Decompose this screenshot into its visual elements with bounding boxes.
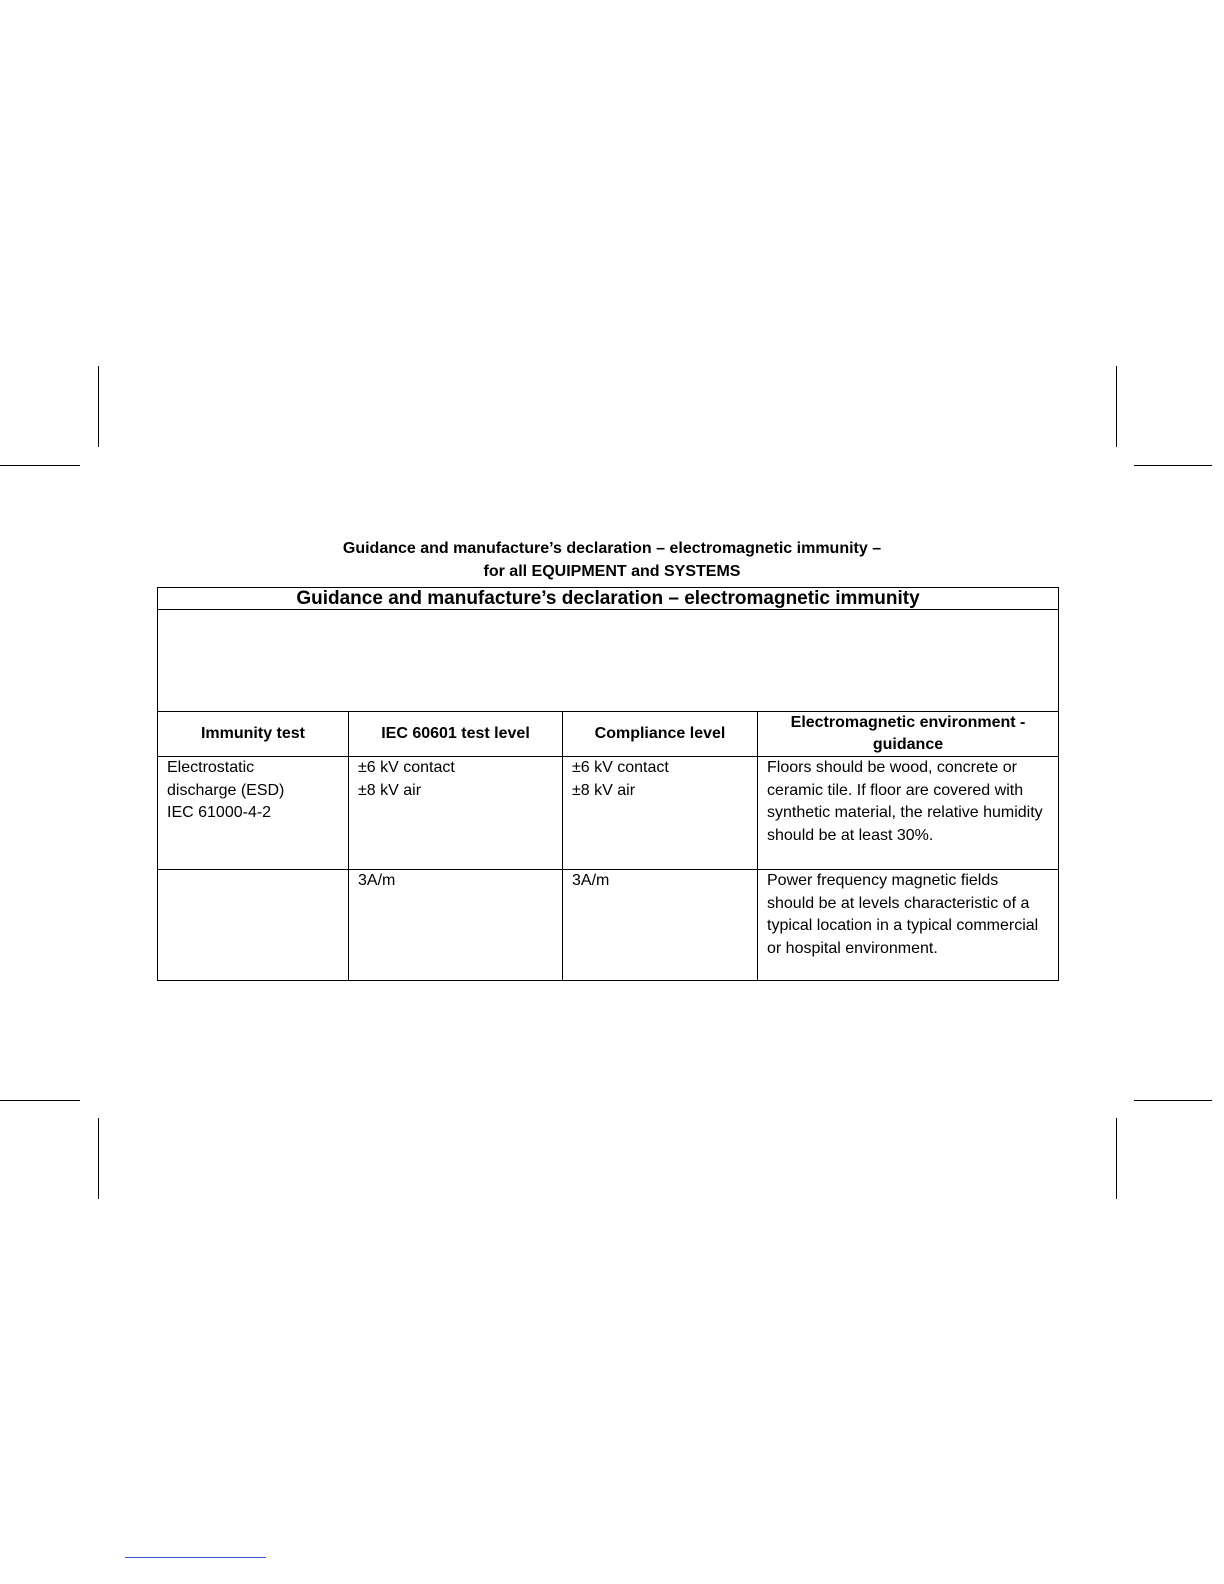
column-header-iec-level: IEC 60601 test level: [349, 712, 563, 757]
table-blank-row: [158, 610, 1059, 712]
cell-line: discharge (ESD): [167, 781, 285, 799]
footnote-rule: [125, 1557, 266, 1558]
cell-iec-level: [349, 757, 563, 870]
crop-mark: [0, 1100, 80, 1101]
crop-mark: [1116, 1118, 1117, 1199]
heading-line-2: for all EQUIPMENT and SYSTEMS: [483, 563, 741, 580]
heading-line-1: Guidance and manufacture’s declaration – electromagnetic immunity –: [342, 540, 882, 557]
cell-line: IEC 61000-4-2: [167, 804, 272, 821]
column-header-compliance-level: Compliance level: [563, 712, 758, 757]
cell-line: 3A/m: [572, 872, 610, 889]
table-row: [158, 870, 1059, 981]
cell-line: Electrostatic: [167, 759, 255, 776]
cell-text: Power frequency magnetic fields should be at levels characteristic of a typical location in a typical commercial or hospital environment.: [767, 872, 1039, 957]
immunity-table: [157, 587, 1058, 981]
cell-immunity-test: [158, 870, 349, 981]
cell-compliance-level: [563, 757, 758, 870]
cell-line: ±6 kV contact: [572, 759, 669, 776]
crop-mark: [1116, 366, 1117, 447]
cell-compliance-level: [563, 870, 758, 981]
cell-line: ±8 kV air: [358, 781, 422, 799]
crop-mark: [0, 465, 80, 466]
column-header-immunity-test: Immunity test: [158, 712, 349, 757]
column-header-guidance: Electromagnetic environment - guidance: [758, 712, 1059, 757]
crop-mark: [98, 366, 99, 447]
crop-mark: [98, 1118, 99, 1199]
cell-line: 3A/m: [358, 872, 396, 889]
cell-immunity-test: [158, 757, 349, 870]
table-row: [158, 757, 1059, 870]
cell-line: ±8 kV air: [572, 781, 636, 799]
cell-line: ±6 kV contact: [358, 759, 455, 776]
crop-mark: [1134, 465, 1212, 466]
cell-iec-level: [349, 870, 563, 981]
cell-text: Floors should be wood, concrete or ceramic tile. If floor are covered with synthetic material, the relative humidity should be at least 30%.: [767, 759, 1043, 844]
crop-mark: [1134, 1100, 1212, 1101]
cell-guidance: [758, 870, 1059, 981]
table-title: Guidance and manufacture’s declaration – electromagnetic immunity: [158, 588, 1059, 610]
cell-guidance: [758, 757, 1059, 870]
